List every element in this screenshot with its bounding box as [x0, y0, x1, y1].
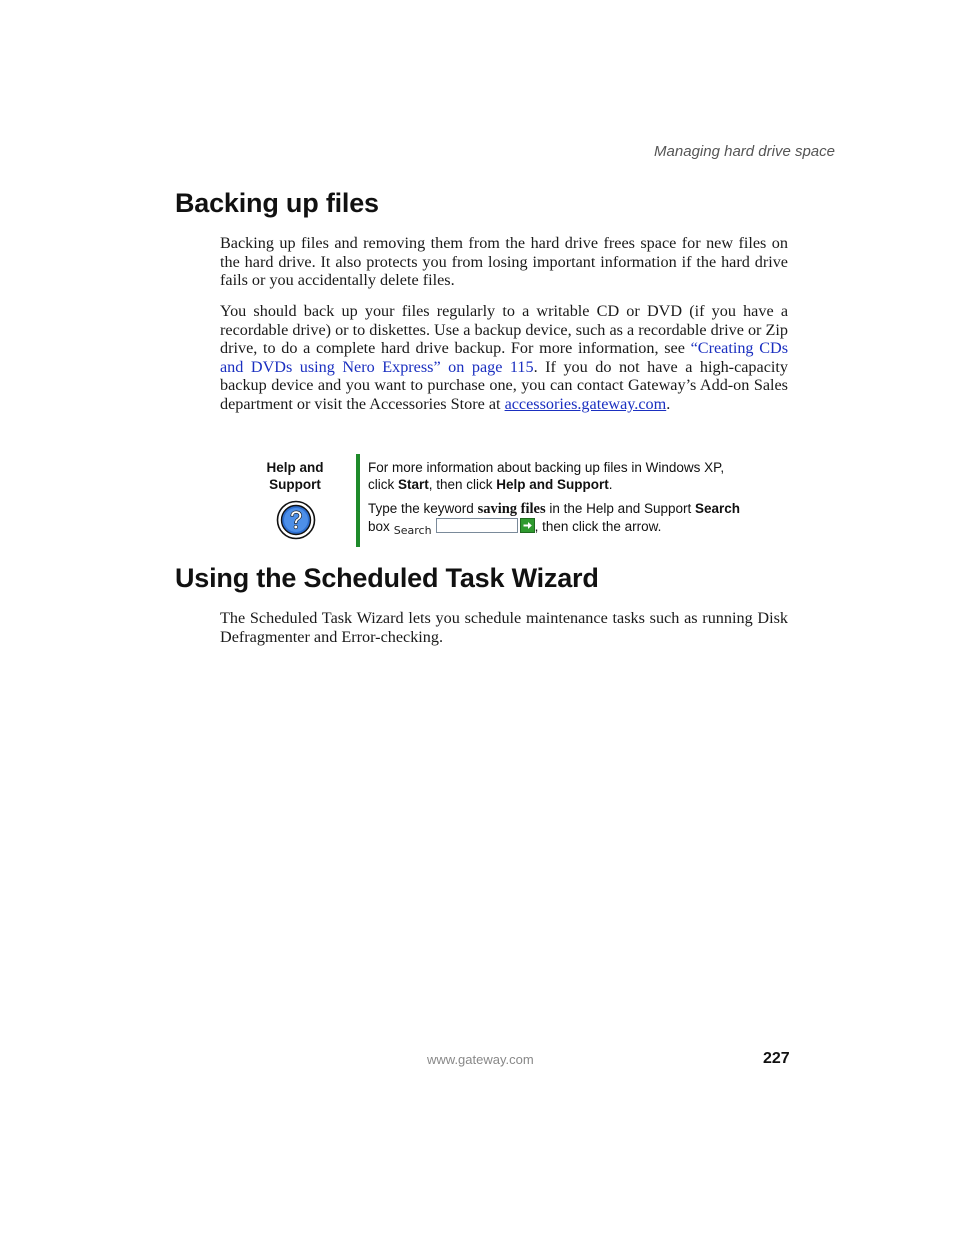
help-callout-accent-rule [356, 454, 360, 547]
search-keyword: saving files [477, 501, 546, 517]
help-instruction-2-text-c: box [368, 519, 390, 534]
backup-paragraph-2-text-a: You should back up your files regularly to a writable CD or DVD (if you have a recordable drive) or to diskettes. Use a backup device, such as a recordable drive or Zip drive, to do a complete hard drive backup. For more information, see [220, 302, 788, 358]
wizard-paragraph-1: The Scheduled Task Wizard lets you schedule maintenance tasks such as running Disk Defragmenter and Error-checking. [220, 609, 788, 646]
search-term: Search [695, 501, 741, 516]
arrow-right-icon [520, 518, 535, 533]
search-box-illustration [436, 518, 518, 533]
search-box-label: Search [393, 524, 432, 537]
accessories-store-link[interactable]: accessories.gateway.com [504, 394, 667, 413]
help-and-support-callout [250, 454, 750, 547]
running-header: Managing hard drive space [654, 143, 835, 160]
help-instruction-1-text-b: , then click [428, 477, 497, 492]
section-heading-backing-up-files: Backing up files [175, 188, 379, 218]
help-instruction-1-text-a: For more information about backing up files in Windows XP, click [368, 460, 725, 492]
help-instruction-2 [368, 500, 748, 539]
page-number: 227 [763, 1050, 790, 1067]
section-heading-scheduled-task-wizard: Using the Scheduled Task Wizard [175, 563, 599, 593]
nero-express-cross-reference-link[interactable]: “Creating CDs and DVDs using Nero Express” on page 115 [220, 339, 788, 376]
start-menu-term: Start [398, 477, 429, 492]
help-instruction-2-text-d: , then click the arrow. [534, 519, 662, 534]
backup-paragraph-1: Backing up files and removing them from the hard drive frees space for new files on the hard drive. It also protects you from losing important information if the hard drive fails or you accidentally delete files. [220, 234, 788, 290]
help-instruction-2-text-b: in the Help and Support [545, 501, 695, 516]
help-instruction-2-text-a: Type the keyword [368, 501, 478, 516]
help-instruction-1-text-c: . [608, 477, 613, 492]
help-question-icon [276, 500, 316, 540]
backup-paragraph-2-text-b: . If you do not have a high-capacity backup device and you want to purchase one, you can contact Gateway’s Add-on Sales department or visit the Accessories Store at [220, 357, 788, 413]
help-instruction-1 [368, 459, 748, 493]
footer-url: www.gateway.com [427, 1052, 534, 1067]
help-and-support-label: Help and Support [266, 460, 324, 492]
backup-paragraph-2-text-c: . [666, 394, 671, 413]
backup-paragraph-2 [220, 302, 788, 414]
help-and-support-term: Help and Support [496, 477, 609, 492]
